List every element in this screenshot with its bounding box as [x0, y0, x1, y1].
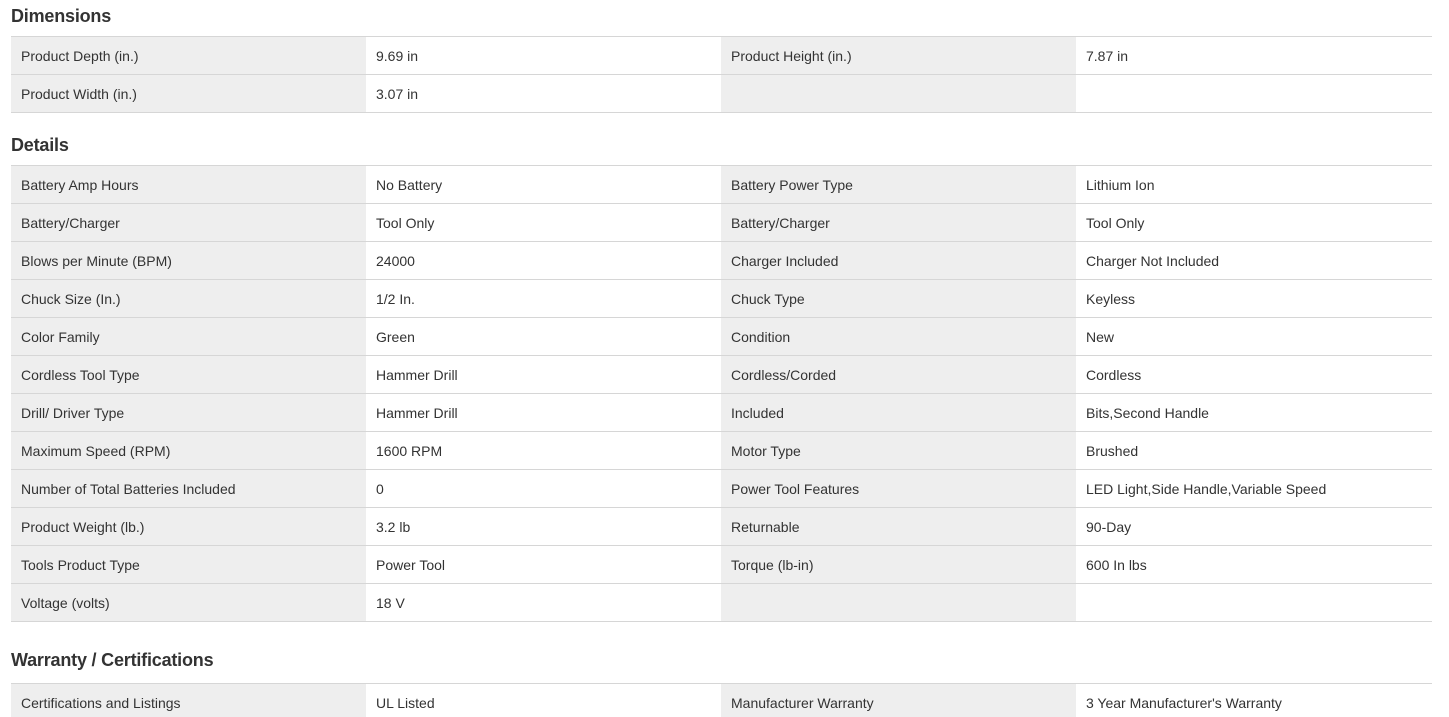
spec-value: Green [366, 318, 721, 356]
table-row [11, 546, 1432, 584]
spec-table-dimensions [11, 36, 1432, 113]
spec-label: Tools Product Type [11, 546, 366, 584]
table-row [11, 470, 1432, 508]
spec-value-empty [1076, 75, 1432, 113]
spec-value: 90-Day [1076, 508, 1432, 546]
table-row [11, 684, 1432, 717]
spec-label: Voltage (volts) [11, 584, 366, 622]
spec-label: Number of Total Batteries Included [11, 470, 366, 508]
spec-label: Battery/Charger [11, 204, 366, 242]
spec-value: Tool Only [1076, 204, 1432, 242]
spec-label: Product Width (in.) [11, 75, 366, 113]
spec-label: Product Weight (lb.) [11, 508, 366, 546]
spec-label-empty [721, 75, 1076, 113]
spec-label: Product Depth (in.) [11, 37, 366, 75]
spec-table-warranty [11, 683, 1432, 717]
specifications-page [11, 0, 1432, 717]
table-row [11, 75, 1432, 113]
spec-label: Charger Included [721, 242, 1076, 280]
spec-label: Chuck Size (In.) [11, 280, 366, 318]
table-row [11, 37, 1432, 75]
spec-label: Power Tool Features [721, 470, 1076, 508]
table-row [11, 242, 1432, 280]
spec-label: Chuck Type [721, 280, 1076, 318]
spec-label: Battery Power Type [721, 166, 1076, 204]
spec-value: 600 In lbs [1076, 546, 1432, 584]
spec-value: Charger Not Included [1076, 242, 1432, 280]
section-title-text: Dimensions [11, 5, 112, 26]
table-row [11, 356, 1432, 394]
section-title-warranty [11, 622, 1432, 683]
spec-label-empty [721, 584, 1076, 622]
spec-label: Torque (lb-in) [721, 546, 1076, 584]
spec-label: Manufacturer Warranty [721, 684, 1076, 717]
spec-value: Cordless [1076, 356, 1432, 394]
spec-value: 7.87 in [1076, 37, 1432, 75]
spec-value: UL Listed [366, 684, 721, 717]
spec-label: Battery Amp Hours [11, 166, 366, 204]
table-row [11, 166, 1432, 204]
spec-value: 3 Year Manufacturer's Warranty [1076, 684, 1432, 717]
table-row [11, 280, 1432, 318]
table-row [11, 432, 1432, 470]
spec-label: Cordless/Corded [721, 356, 1076, 394]
spec-value: 1/2 In. [366, 280, 721, 318]
spec-label: Cordless Tool Type [11, 356, 366, 394]
spec-value: 3.2 lb [366, 508, 721, 546]
spec-table-details [11, 165, 1432, 622]
spec-label: Condition [721, 318, 1076, 356]
table-row [11, 204, 1432, 242]
spec-value: Power Tool [366, 546, 721, 584]
section-title-dimensions [11, 0, 1432, 36]
spec-value: No Battery [366, 166, 721, 204]
spec-value: 24000 [366, 242, 721, 280]
spec-value: 9.69 in [366, 37, 721, 75]
spec-label: Drill/ Driver Type [11, 394, 366, 432]
spec-label: Color Family [11, 318, 366, 356]
spec-value: Hammer Drill [366, 356, 721, 394]
spec-value: Bits,Second Handle [1076, 394, 1432, 432]
spec-label: Returnable [721, 508, 1076, 546]
spec-value: Keyless [1076, 280, 1432, 318]
spec-label: Maximum Speed (RPM) [11, 432, 366, 470]
spec-label: Included [721, 394, 1076, 432]
spec-label: Product Height (in.) [721, 37, 1076, 75]
table-row [11, 318, 1432, 356]
spec-label: Blows per Minute (BPM) [11, 242, 366, 280]
spec-label: Motor Type [721, 432, 1076, 470]
spec-value-empty [1076, 584, 1432, 622]
spec-value: New [1076, 318, 1432, 356]
spec-value: Brushed [1076, 432, 1432, 470]
table-row [11, 584, 1432, 622]
table-row [11, 508, 1432, 546]
spec-value: LED Light,Side Handle,Variable Speed [1076, 470, 1432, 508]
table-row [11, 394, 1432, 432]
spec-label: Certifications and Listings [11, 684, 366, 717]
spec-value: Lithium Ion [1076, 166, 1432, 204]
section-title-text: Details [11, 135, 69, 155]
spec-value: 3.07 in [366, 75, 721, 113]
spec-label: Battery/Charger [721, 204, 1076, 242]
spec-value: 1600 RPM [366, 432, 721, 470]
spec-value: 18 V [366, 584, 721, 622]
spec-value: Hammer Drill [366, 394, 721, 432]
section-title-text: Warranty / Certifications [11, 649, 214, 670]
section-title-details [11, 113, 1432, 165]
spec-value: Tool Only [366, 204, 721, 242]
spec-value: 0 [366, 470, 721, 508]
